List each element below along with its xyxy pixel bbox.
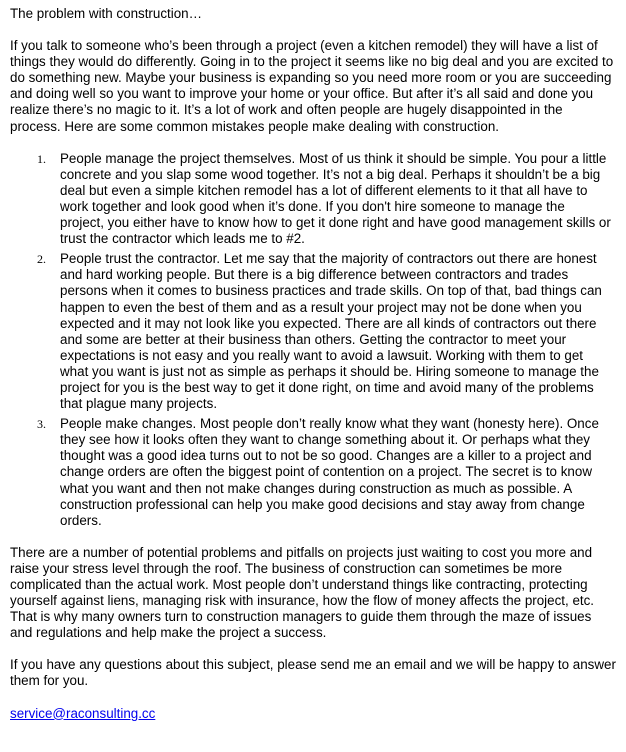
email-line: [10, 706, 616, 722]
outro-paragraph: There are a number of potential problems and pitfalls on projects just waiting to cost you more and raise your stress level through the roof. The business of construction can sometimes be more complicated than the actual work. Most people don’t understand things like contracting, protecting yourself against liens, managing risk with insurance, how the flow of money affects the project, etc. That is why many owners turn to construction managers to guide them through the maze of issues and regulations and help make the project a success.: [10, 544, 595, 641]
mistakes-list: [10, 151, 616, 529]
list-item-text: People make changes. Most people don’t really know what they want (honesty here). Once they see how it looks often they want to change something about it. Or perhaps what they thought was a good idea turns out to not be so good. Changes are a killer to a project and change orders are often the biggest point of contention on a project. The secret is to know what you want and then not make changes during construction as much as possible. A construction professional can help you make good decisions and stay away from change orders.: [60, 416, 599, 528]
list-item-number: 2.: [37, 252, 46, 267]
list-item-number: 1.: [37, 151, 46, 166]
list-item-text: People trust the contractor. Let me say that the majority of contractors out there are honest and hard working people. But there is a big difference between contractors and trades persons when it comes to business practices and trade skills. On top of that, bad things can happen to even the best of them and as a result your project may not be done when you expected and it may not look like you expected. There are all kinds of contractors out there and some are better at their business than others. Getting the contractor to meet your expectations is not easy and you really want to avoid a lawsuit. Working with them to get what you want is just not as simple as perhaps it should be. Hiring someone to manage the project for you is the best way to get it done right, on time and avoid many of the problems that plague many projects.: [60, 251, 602, 412]
email-link[interactable]: service@raconsulting.cc: [10, 705, 156, 721]
list-item: [10, 251, 616, 412]
list-item: [10, 416, 616, 529]
document-title: The problem with construction…: [10, 6, 203, 21]
intro-paragraph: If you talk to someone who’s been through a project (even a kitchen remodel) they will have a list of things they would do differently. Going in to the project it seems like no big deal and you are excited to do something new. Maybe your business is expanding so you need more room or you are succeeding and doing well so you want to improve your home or your office. But after it’s all said and done you realize there’s no magic to it. It’s a lot of work and often people are hugely disappointed in the process. Here are some common mistakes people make dealing with construction.: [10, 38, 614, 134]
list-item: [10, 151, 616, 248]
list-item-text: People manage the project themselves. Most of us think it should be simple. You pour a little concrete and you slap some wood together. It’s not a big deal. Perhaps it shouldn’t be a big deal but even a simple kitchen remodel has a lot of different elements to it that all have to work together and look good when it’s done. If you don't hire someone to manage the project, you either have to know how to get it done right and have good management skills or trust the contractor which leads me to #2.: [60, 150, 611, 247]
closing-paragraph: If you have any questions about this subject, please send me an email and we will be happy to answer them for you.: [10, 657, 616, 689]
list-item-number: 3.: [37, 417, 46, 432]
